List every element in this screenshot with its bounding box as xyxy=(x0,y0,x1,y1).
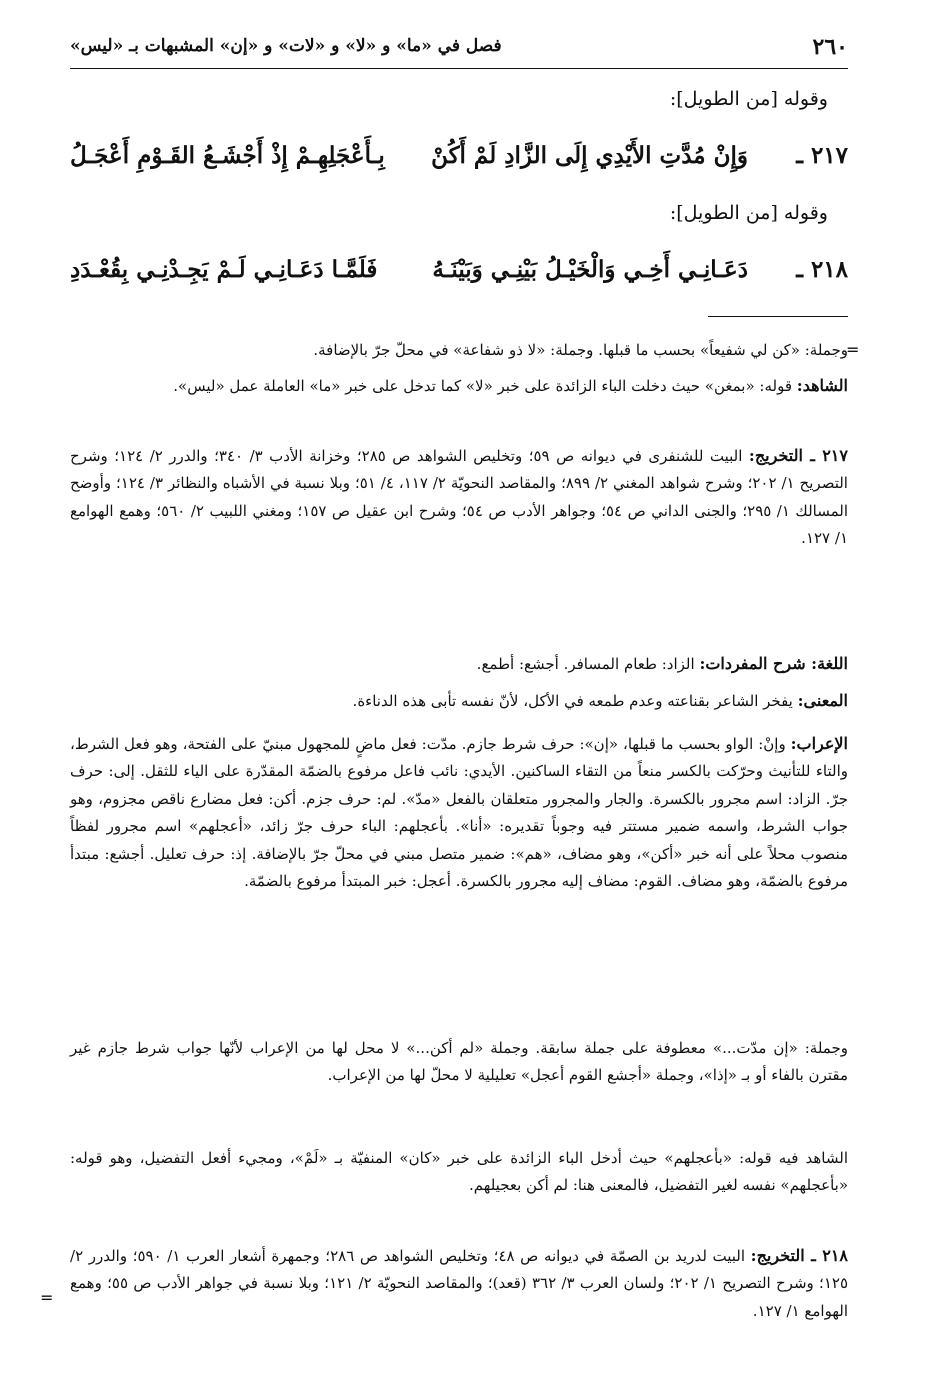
verse-217-first-hemistich: وَإِنْ مُدَّتِ الأَيْدِي إِلَى الزَّادِ لَمْ أَكُنْ xyxy=(431,142,748,169)
verse-number-217: ٢١٧ ـ xyxy=(796,142,848,169)
page-number: ٢٦٠ xyxy=(812,34,848,60)
footnote-217-maana xyxy=(70,687,848,715)
takhrij-217-label: ٢١٧ ـ التخريج: xyxy=(748,446,848,465)
maana-label: المعنى: xyxy=(797,691,848,710)
book-page xyxy=(70,30,848,1384)
shahid-text: قوله: «بمغن» حيث دخلت الباء الزائدة على خبر «لا» كما تدخل على خبر «ما» العاملة عمل «ليس». xyxy=(173,377,792,395)
footnote-shahid-previous xyxy=(70,372,848,400)
verse-217-second-hemistich: بِـأَعْجَلِهِـمْ إِذْ أَجْشَـعُ القَـوْمِ أَعْجَـلُ xyxy=(70,142,385,169)
footnote-217-shahid: الشاهد فيه قوله: «بأعجلهم» حيث أدخل الباء الزائدة على خبر «كان» المنفيّة بـ «لَمْ»، ومجيء أفعل التفضيل، وهو قوله: «بأعجلهم» نفسه لغير التفضيل، فالمعنى هنا: لم أكن بعجيلهم. xyxy=(70,1149,848,1195)
verse-number-218: ٢١٨ ـ xyxy=(796,256,848,283)
footnote-218-takhrij xyxy=(70,1242,848,1325)
verse-218-second-hemistich: فَلَمَّـا دَعَـانِـي لَـمْ يَجِـدْنِـي بِقُعْـدَدِ xyxy=(70,256,378,283)
chapter-title: فصل في «ما» و «لا» و «لات» و «إن» المشبهات بـ «ليس» xyxy=(70,36,502,56)
lugha-label: اللغة: شرح المفردات: xyxy=(699,654,848,673)
footnote-continuation: وجملة: «كن لي شفيعاً» بحسب ما قبلها. وجملة: «لا ذو شفاعة» في محلّ جرّ بالإضافة. xyxy=(313,341,848,359)
footnote-continues-marker: = xyxy=(40,1288,54,1307)
footnote-217-irab xyxy=(70,730,848,895)
footnote-separator xyxy=(708,316,848,317)
irab-text: وإنْ: الواو بحسب ما قبلها، «إن»: حرف شرط جازم. مدّت: فعل ماضٍ للمجهول مبنيّ على الفتحة، وهو فعل الشرط، والتاء للتأنيث وحرّكت بالكسر منعاً من التقاء الساكنين. الأيدي: نائب فاعل مرفوع بالضمّة المقدّرة على الياء للثقل. إلى: حرف جرّ. الزاد: اسم مجرور بالكسرة. والجار والمجرور متعلقان بالفعل «مدّ». لم: حرف جزم. أكن: فعل مضارع ناقص مجزوم، وهو جواب الشرط، واسمه ضمير مستتر فيه وجوباً تقديره: «أنا». بأعجلهم: الباء حرف جرّ زائد، «أعجلهم» اسم مجرور لفظاً منصوب محلاً على أنه خبر «أكن»، وهو مضاف، «هم»: ضمير متصل مبني في محلّ جرّ بالإضافة. إذ: حرف تعليل. أجشع: مبتدأ مرفوع بالضمّة، وهو مضاف. القوم: مضاف إليه مجرور بالكسرة. أعجل: خبر المبتدأ مرفوع بالضمّة. xyxy=(70,735,849,891)
takhrij-218-label: ٢١٨ ـ التخريج: xyxy=(750,1246,848,1265)
verse-218 xyxy=(70,252,848,292)
verse-intro-218: وقوله [من الطويل]: xyxy=(669,202,828,224)
irab-label: الإعراب: xyxy=(790,734,848,753)
verse-217 xyxy=(70,138,848,178)
takhrij-217-text: البيت للشنفرى في ديوانه ص ٥٩؛ وتخليص الشواهد ص ٢٨٥؛ وخزانة الأدب ٣/ ٣٤٠؛ والدرر ٢/ ١٢٤؛ وشرح التصريح ١/ ٢٠٢؛ وشرح شواهد المغني ٢/ ٨٩٩؛ والمقاصد النحويّة ٢/ ١١٧، ٤/ ٥١؛ وبلا نسبة في الأشباه والنظائر ٣/ ١٢٤؛ وأوضح المسالك ١/ ٢٩٥؛ والجنى الداني ص ٥٤؛ وجواهر الأدب ص ٥٤؛ وشرح ابن عقيل ص ١٥٧؛ ومغني اللبيب ٢/ ٥٦٠؛ وهمع الهوامع ١/ ١٢٧. xyxy=(70,447,849,548)
shahid-label: الشاهد: xyxy=(796,376,848,395)
footnote-217-jumla: وجملة: «إن مدّت...» معطوفة على جملة سابقة. وجملة «لم أكن...» لا محل لها من الإعراب لأنّها جواب شرط جازم غير مقترن بالفاء أو بـ «إذا»، وجملة «أجشع القوم أعجل» تعليلية لا محلّ لها من الإعراب. xyxy=(70,1039,848,1085)
page-header xyxy=(70,30,848,69)
footnote-217-takhrij xyxy=(70,442,848,553)
footnote-217-lugha xyxy=(70,650,848,678)
verse-intro-217: وقوله [من الطويل]: xyxy=(669,88,828,110)
verse-218-first-hemistich: دَعَـانِـي أَخِـي وَالْخَيْـلُ بَيْنِـي وَبَيْنَـهُ xyxy=(432,256,748,283)
maana-text: يفخر الشاعر بقناعته وعدم طمعه في الأكل، لأنّ نفسه تأبى هذه الدناءة. xyxy=(352,692,793,710)
lugha-text: الزاد: طعام المسافر. أجشع: أطمع. xyxy=(476,655,695,673)
footnote-continuation-marker: = xyxy=(846,340,860,359)
takhrij-218-text: البيت لدريد بن الصمّة في ديوانه ص ٤٨؛ وتخليص الشواهد ص ٢٨٦؛ وجمهرة أشعار العرب ١/ ٥٩٠؛ والدرر ٢/ ١٢٥؛ وشرح التصريح ١/ ٢٠٢؛ ولسان العرب ٣/ ٣٦٢ (قعد)؛ والمقاصد النحويّة ٢/ ١٢١؛ وبلا نسبة في جواهر الأدب ص ٥٥؛ وهمع الهوامع ١/ ١٢٧. xyxy=(70,1247,848,1320)
